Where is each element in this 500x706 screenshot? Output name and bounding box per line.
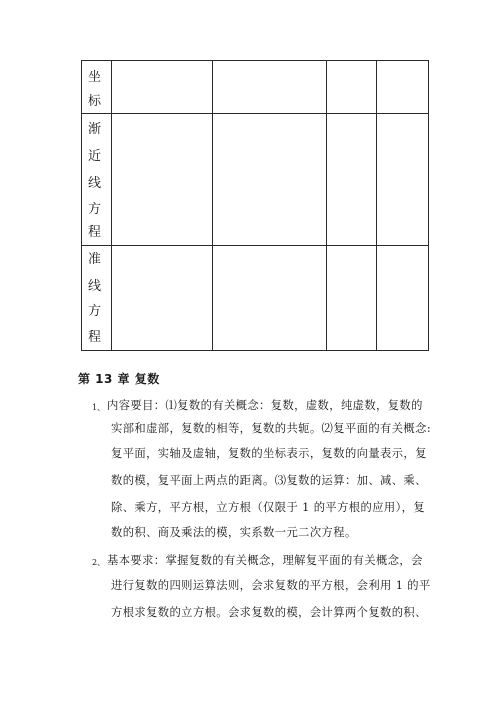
chapter-heading: 第 13 章 复数 [78, 372, 160, 386]
item-text-line: 数的模，复平面上两点的距离。⑶复数的运算：加、减、乘、 [111, 474, 427, 487]
row-label-char: 准 [88, 252, 102, 267]
table-column-divider [376, 60, 377, 351]
table-border-left [81, 60, 82, 351]
row-label-char: 线 [88, 176, 102, 191]
item-number: 1、 [92, 403, 106, 412]
item-text-line: 实部和虚部，复数的相等，复数的共轭。⑵复平面的有关概念: [111, 422, 432, 435]
row-label-char: 坐 [88, 70, 102, 85]
table-column-divider [326, 60, 327, 351]
item-text-line: 基本要求：掌握复数的有关概念，理解复平面的有关概念，会 [107, 554, 423, 567]
row-label-char: 标 [88, 94, 102, 109]
table-column-divider [111, 60, 112, 351]
table-column-divider [212, 60, 213, 351]
item-text-line: 数的积、商及乘法的模，实系数一元二次方程。 [111, 526, 357, 539]
table-border-right [428, 60, 429, 351]
row-label-char: 近 [88, 149, 102, 164]
item-text-line: 进行复数的四则运算法则，会求复数的平方根，会利用 1 的平 [111, 579, 431, 592]
row-label-char: 线 [88, 279, 102, 294]
item-number: 2、 [92, 558, 106, 567]
row-label-char: 渐 [88, 122, 102, 137]
item-text-line: 复平面，实轴及虚轴，复数的坐标表示，复数的向量表示，复 [111, 447, 427, 460]
item-text-line: 方根求复数的立方根。会求复数的模，会计算两个复数的积、 [111, 606, 427, 619]
item-text-line: 内容要目：⑴复数的有关概念：复数，虚数，纯虚数，复数的 [107, 399, 423, 412]
item-text-line: 除、乘方，平方根，立方根（仅限于 1 的平方根的应用），复 [111, 501, 426, 514]
row-label-char: 方 [88, 202, 102, 217]
row-label-char: 方 [88, 304, 102, 319]
row-label-char: 程 [88, 225, 102, 240]
row-label-char: 程 [88, 330, 102, 345]
